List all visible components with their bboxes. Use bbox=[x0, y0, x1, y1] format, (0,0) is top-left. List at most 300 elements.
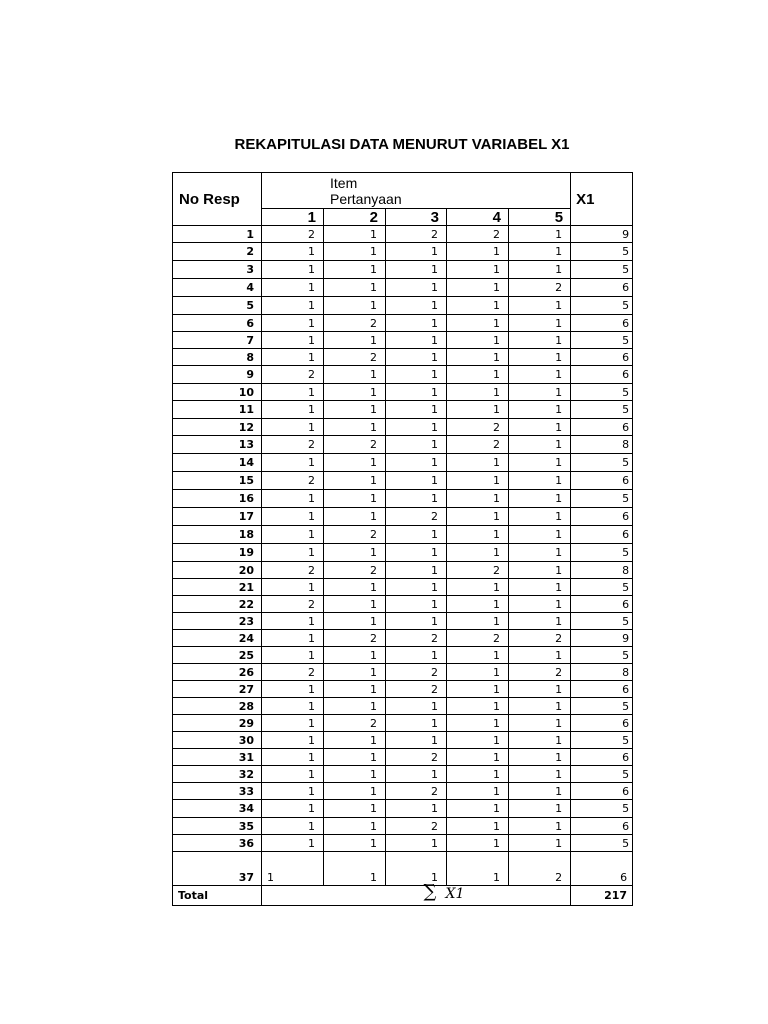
row-number: 15 bbox=[173, 472, 262, 490]
item-score-cell: 1 bbox=[262, 243, 324, 261]
item-score-cell: 1 bbox=[509, 419, 571, 436]
item-score-cell: 1 bbox=[386, 698, 447, 715]
table-row bbox=[173, 243, 633, 261]
item-score-cell: 1 bbox=[386, 261, 447, 279]
item-score-cell: 1 bbox=[324, 852, 386, 886]
row-number: 12 bbox=[173, 419, 262, 436]
row-number: 4 bbox=[173, 279, 262, 297]
row-number: 22 bbox=[173, 596, 262, 613]
x1-total-cell: 6 bbox=[571, 596, 633, 613]
item-score-cell: 1 bbox=[386, 526, 447, 544]
item-score-cell: 1 bbox=[324, 681, 386, 698]
item-number-header: 2 bbox=[324, 209, 386, 226]
table-row bbox=[173, 647, 633, 664]
item-score-cell: 1 bbox=[386, 243, 447, 261]
x1-total-cell: 9 bbox=[571, 630, 633, 647]
item-score-cell: 1 bbox=[447, 818, 509, 835]
item-score-cell: 2 bbox=[509, 279, 571, 297]
item-header-line2: Pertanyaan bbox=[330, 191, 402, 207]
x1-total-cell: 5 bbox=[571, 698, 633, 715]
item-score-cell: 1 bbox=[447, 613, 509, 630]
row-number: 2 bbox=[173, 243, 262, 261]
item-score-cell: 1 bbox=[324, 297, 386, 315]
item-score-cell: 1 bbox=[324, 783, 386, 800]
item-score-cell: 1 bbox=[509, 749, 571, 766]
item-score-cell: 1 bbox=[386, 349, 447, 366]
x1-total-cell: 6 bbox=[571, 366, 633, 384]
item-score-cell: 1 bbox=[447, 732, 509, 749]
x1-total-cell: 5 bbox=[571, 297, 633, 315]
x1-total-cell: 6 bbox=[571, 749, 633, 766]
no-resp-header: No Resp bbox=[173, 173, 262, 226]
table-row bbox=[173, 526, 633, 544]
item-score-cell: 1 bbox=[447, 766, 509, 783]
item-score-cell: 1 bbox=[447, 715, 509, 732]
item-score-cell: 1 bbox=[324, 401, 386, 419]
table-row bbox=[173, 401, 633, 419]
table-row bbox=[173, 472, 633, 490]
item-score-cell: 1 bbox=[447, 508, 509, 526]
item-score-cell: 1 bbox=[509, 226, 571, 243]
table-row bbox=[173, 818, 633, 835]
item-score-cell: 2 bbox=[262, 664, 324, 681]
x1-total-cell: 5 bbox=[571, 544, 633, 562]
item-score-cell: 1 bbox=[447, 472, 509, 490]
row-number: 26 bbox=[173, 664, 262, 681]
item-score-cell: 1 bbox=[262, 800, 324, 818]
item-score-cell: 1 bbox=[447, 579, 509, 596]
sigma-symbol: ∑ bbox=[423, 881, 437, 902]
item-score-cell: 1 bbox=[509, 835, 571, 852]
item-score-cell: 1 bbox=[509, 366, 571, 384]
item-score-cell: 1 bbox=[509, 818, 571, 835]
row-number: 24 bbox=[173, 630, 262, 647]
row-number: 17 bbox=[173, 508, 262, 526]
x1-total-cell: 5 bbox=[571, 647, 633, 664]
row-number: 11 bbox=[173, 401, 262, 419]
item-score-cell: 2 bbox=[324, 715, 386, 732]
item-score-cell: 1 bbox=[447, 664, 509, 681]
row-number: 30 bbox=[173, 732, 262, 749]
table-row bbox=[173, 698, 633, 715]
item-score-cell: 2 bbox=[386, 508, 447, 526]
item-score-cell: 1 bbox=[324, 243, 386, 261]
row-number: 20 bbox=[173, 562, 262, 579]
item-score-cell: 1 bbox=[386, 279, 447, 297]
item-score-cell: 1 bbox=[447, 800, 509, 818]
item-score-cell: 1 bbox=[262, 715, 324, 732]
row-number: 8 bbox=[173, 349, 262, 366]
item-score-cell: 1 bbox=[509, 526, 571, 544]
table-row bbox=[173, 490, 633, 508]
item-score-cell: 1 bbox=[509, 766, 571, 783]
item-score-cell: 1 bbox=[262, 279, 324, 297]
item-score-cell: 2 bbox=[386, 749, 447, 766]
item-score-cell: 1 bbox=[509, 436, 571, 454]
item-score-cell: 1 bbox=[386, 384, 447, 401]
item-score-cell: 1 bbox=[386, 332, 447, 349]
item-score-cell: 1 bbox=[324, 490, 386, 508]
table-row bbox=[173, 315, 633, 332]
x1-total-cell: 5 bbox=[571, 766, 633, 783]
item-score-cell: 1 bbox=[386, 800, 447, 818]
item-score-cell: 1 bbox=[447, 544, 509, 562]
item-score-cell: 1 bbox=[386, 315, 447, 332]
table-row bbox=[173, 261, 633, 279]
x1-total-cell: 6 bbox=[571, 681, 633, 698]
item-score-cell: 1 bbox=[262, 835, 324, 852]
item-score-cell: 1 bbox=[262, 526, 324, 544]
item-score-cell: 1 bbox=[262, 698, 324, 715]
item-score-cell: 1 bbox=[447, 297, 509, 315]
row-number: 33 bbox=[173, 783, 262, 800]
item-score-cell: 1 bbox=[262, 490, 324, 508]
item-score-cell: 2 bbox=[509, 852, 571, 886]
item-pertanyaan-header bbox=[262, 173, 571, 209]
item-score-cell: 1 bbox=[262, 544, 324, 562]
item-score-cell: 1 bbox=[447, 366, 509, 384]
row-number: 21 bbox=[173, 579, 262, 596]
item-score-cell: 1 bbox=[509, 544, 571, 562]
table-row bbox=[173, 297, 633, 315]
item-score-cell: 1 bbox=[447, 261, 509, 279]
row-number: 32 bbox=[173, 766, 262, 783]
item-score-cell: 2 bbox=[262, 596, 324, 613]
item-score-cell: 1 bbox=[509, 732, 571, 749]
item-score-cell: 1 bbox=[262, 454, 324, 472]
x1-total-cell: 6 bbox=[571, 472, 633, 490]
item-score-cell: 1 bbox=[386, 401, 447, 419]
total-label: Total bbox=[173, 886, 262, 906]
row-number: 18 bbox=[173, 526, 262, 544]
item-score-cell: 1 bbox=[509, 783, 571, 800]
item-score-cell: 1 bbox=[262, 852, 324, 886]
row-number: 34 bbox=[173, 800, 262, 818]
table-row bbox=[173, 384, 633, 401]
table-row bbox=[173, 613, 633, 630]
item-score-cell: 1 bbox=[509, 490, 571, 508]
x1-total-cell: 5 bbox=[571, 732, 633, 749]
x1-total-cell: 5 bbox=[571, 800, 633, 818]
item-score-cell: 2 bbox=[324, 349, 386, 366]
item-score-cell: 1 bbox=[324, 472, 386, 490]
item-score-cell: 1 bbox=[386, 579, 447, 596]
x1-total-cell: 8 bbox=[571, 436, 633, 454]
item-score-cell: 1 bbox=[324, 698, 386, 715]
item-score-cell: 1 bbox=[386, 766, 447, 783]
item-score-cell: 2 bbox=[324, 436, 386, 454]
item-score-cell: 1 bbox=[262, 579, 324, 596]
x1-header: X1 bbox=[571, 173, 633, 226]
item-score-cell: 2 bbox=[262, 472, 324, 490]
item-score-cell: 1 bbox=[386, 436, 447, 454]
item-score-cell: 1 bbox=[447, 315, 509, 332]
row-number: 25 bbox=[173, 647, 262, 664]
item-score-cell: 2 bbox=[386, 783, 447, 800]
x1-total-cell: 6 bbox=[571, 419, 633, 436]
total-value: 217 bbox=[571, 886, 633, 906]
item-score-cell: 1 bbox=[509, 243, 571, 261]
item-score-cell: 1 bbox=[447, 490, 509, 508]
item-score-cell: 1 bbox=[386, 596, 447, 613]
item-score-cell: 1 bbox=[447, 384, 509, 401]
table-row bbox=[173, 508, 633, 526]
item-score-cell: 1 bbox=[386, 852, 447, 886]
item-score-cell: 1 bbox=[447, 243, 509, 261]
item-score-cell: 1 bbox=[324, 226, 386, 243]
table-row bbox=[173, 783, 633, 800]
total-row bbox=[173, 886, 633, 906]
item-score-cell: 1 bbox=[324, 279, 386, 297]
item-score-cell: 1 bbox=[386, 366, 447, 384]
item-score-cell: 1 bbox=[324, 261, 386, 279]
table-row bbox=[173, 681, 633, 698]
table-row bbox=[173, 749, 633, 766]
row-number: 23 bbox=[173, 613, 262, 630]
table-row bbox=[173, 664, 633, 681]
item-score-cell: 1 bbox=[324, 766, 386, 783]
x1-total-cell: 5 bbox=[571, 490, 633, 508]
sigma-x1-formula bbox=[423, 881, 571, 906]
x1-total-cell: 6 bbox=[571, 715, 633, 732]
item-score-cell: 2 bbox=[262, 366, 324, 384]
table-row bbox=[173, 349, 633, 366]
item-score-cell: 1 bbox=[262, 783, 324, 800]
item-score-cell: 1 bbox=[509, 698, 571, 715]
row-number: 31 bbox=[173, 749, 262, 766]
x1-total-cell: 6 bbox=[571, 526, 633, 544]
x1-total-cell: 9 bbox=[571, 226, 633, 243]
item-score-cell: 1 bbox=[509, 454, 571, 472]
x1-total-cell: 6 bbox=[571, 852, 633, 886]
item-score-cell: 1 bbox=[509, 384, 571, 401]
item-score-cell: 1 bbox=[324, 835, 386, 852]
table-row bbox=[173, 630, 633, 647]
x1-total-cell: 5 bbox=[571, 454, 633, 472]
item-number-header: 4 bbox=[447, 209, 509, 226]
item-score-cell: 1 bbox=[262, 315, 324, 332]
item-score-cell: 2 bbox=[447, 436, 509, 454]
x1-total-cell: 5 bbox=[571, 401, 633, 419]
item-score-cell: 1 bbox=[262, 297, 324, 315]
item-score-cell: 1 bbox=[509, 508, 571, 526]
x1-total-cell: 5 bbox=[571, 384, 633, 401]
x1-total-cell: 5 bbox=[571, 261, 633, 279]
row-number: 19 bbox=[173, 544, 262, 562]
sigma-variable: X1 bbox=[445, 886, 465, 902]
row-number: 13 bbox=[173, 436, 262, 454]
item-score-cell: 2 bbox=[386, 818, 447, 835]
item-score-cell: 1 bbox=[509, 562, 571, 579]
item-score-cell: 1 bbox=[509, 596, 571, 613]
item-score-cell: 1 bbox=[447, 349, 509, 366]
item-score-cell: 1 bbox=[509, 579, 571, 596]
item-score-cell: 1 bbox=[447, 279, 509, 297]
item-score-cell: 1 bbox=[324, 419, 386, 436]
item-score-cell: 1 bbox=[262, 349, 324, 366]
item-score-cell: 1 bbox=[324, 366, 386, 384]
row-number: 1 bbox=[173, 226, 262, 243]
x1-total-cell: 5 bbox=[571, 243, 633, 261]
item-score-cell: 1 bbox=[324, 664, 386, 681]
item-score-cell: 2 bbox=[386, 681, 447, 698]
item-score-cell: 1 bbox=[386, 835, 447, 852]
item-score-cell: 1 bbox=[386, 544, 447, 562]
item-score-cell: 1 bbox=[447, 783, 509, 800]
item-score-cell: 1 bbox=[324, 384, 386, 401]
table-row bbox=[173, 419, 633, 436]
table-row bbox=[173, 852, 633, 886]
header-row-top bbox=[173, 173, 633, 209]
item-score-cell: 2 bbox=[447, 630, 509, 647]
item-score-cell: 1 bbox=[262, 384, 324, 401]
item-score-cell: 1 bbox=[447, 332, 509, 349]
table-row bbox=[173, 279, 633, 297]
item-score-cell: 1 bbox=[509, 472, 571, 490]
table-row bbox=[173, 454, 633, 472]
item-number-header: 5 bbox=[509, 209, 571, 226]
item-score-cell: 2 bbox=[324, 315, 386, 332]
item-score-cell: 1 bbox=[509, 261, 571, 279]
table-row bbox=[173, 800, 633, 818]
item-score-cell: 1 bbox=[324, 508, 386, 526]
item-score-cell: 1 bbox=[386, 297, 447, 315]
item-score-cell: 1 bbox=[324, 596, 386, 613]
row-number: 6 bbox=[173, 315, 262, 332]
item-score-cell: 1 bbox=[447, 526, 509, 544]
table-row bbox=[173, 366, 633, 384]
x1-total-cell: 6 bbox=[571, 315, 633, 332]
item-header-line1: Item bbox=[330, 175, 358, 191]
item-score-cell: 1 bbox=[324, 454, 386, 472]
table-row bbox=[173, 835, 633, 852]
item-score-cell: 1 bbox=[509, 800, 571, 818]
table-row bbox=[173, 732, 633, 749]
x1-total-cell: 5 bbox=[571, 332, 633, 349]
table-row bbox=[173, 715, 633, 732]
item-score-cell: 1 bbox=[447, 749, 509, 766]
item-score-cell: 1 bbox=[509, 613, 571, 630]
x1-total-cell: 6 bbox=[571, 783, 633, 800]
item-score-cell: 1 bbox=[509, 681, 571, 698]
item-score-cell: 1 bbox=[447, 647, 509, 664]
item-score-cell: 1 bbox=[262, 401, 324, 419]
item-score-cell: 1 bbox=[509, 332, 571, 349]
item-score-cell: 2 bbox=[324, 562, 386, 579]
row-number: 37 bbox=[173, 852, 262, 886]
x1-total-cell: 6 bbox=[571, 508, 633, 526]
table-row bbox=[173, 436, 633, 454]
item-score-cell: 1 bbox=[324, 732, 386, 749]
item-score-cell: 1 bbox=[386, 715, 447, 732]
item-score-cell: 1 bbox=[262, 818, 324, 835]
item-score-cell: 1 bbox=[386, 732, 447, 749]
item-score-cell: 2 bbox=[262, 562, 324, 579]
item-score-cell: 1 bbox=[509, 401, 571, 419]
item-score-cell: 1 bbox=[509, 315, 571, 332]
table-row bbox=[173, 544, 633, 562]
table-row bbox=[173, 579, 633, 596]
x1-total-cell: 8 bbox=[571, 664, 633, 681]
row-number: 28 bbox=[173, 698, 262, 715]
item-score-cell: 1 bbox=[509, 349, 571, 366]
item-score-cell: 1 bbox=[324, 800, 386, 818]
item-number-header: 1 bbox=[262, 209, 324, 226]
item-score-cell: 1 bbox=[386, 419, 447, 436]
item-score-cell: 1 bbox=[447, 596, 509, 613]
table-row bbox=[173, 766, 633, 783]
item-score-cell: 2 bbox=[386, 226, 447, 243]
item-score-cell: 1 bbox=[262, 332, 324, 349]
item-score-cell: 1 bbox=[447, 681, 509, 698]
item-score-cell: 2 bbox=[509, 630, 571, 647]
item-score-cell: 2 bbox=[386, 630, 447, 647]
item-score-cell: 1 bbox=[262, 681, 324, 698]
item-score-cell: 2 bbox=[386, 664, 447, 681]
row-number: 3 bbox=[173, 261, 262, 279]
item-score-cell: 2 bbox=[447, 419, 509, 436]
item-score-cell: 2 bbox=[447, 226, 509, 243]
row-number: 5 bbox=[173, 297, 262, 315]
row-number: 35 bbox=[173, 818, 262, 835]
item-score-cell: 1 bbox=[447, 401, 509, 419]
table-body bbox=[173, 226, 633, 886]
item-score-cell: 1 bbox=[509, 647, 571, 664]
x1-total-cell: 5 bbox=[571, 835, 633, 852]
table-row bbox=[173, 596, 633, 613]
item-score-cell: 1 bbox=[324, 647, 386, 664]
item-number-header: 3 bbox=[386, 209, 447, 226]
recap-table bbox=[172, 172, 633, 906]
item-score-cell: 1 bbox=[262, 508, 324, 526]
row-number: 16 bbox=[173, 490, 262, 508]
item-score-cell: 2 bbox=[447, 562, 509, 579]
page-title: REKAPITULASI DATA MENURUT VARIABEL X1 bbox=[234, 136, 570, 153]
item-score-cell: 2 bbox=[262, 436, 324, 454]
row-number: 27 bbox=[173, 681, 262, 698]
item-score-cell: 2 bbox=[324, 630, 386, 647]
item-score-cell: 1 bbox=[509, 297, 571, 315]
item-score-cell: 1 bbox=[386, 562, 447, 579]
item-score-cell: 1 bbox=[324, 544, 386, 562]
table-row bbox=[173, 226, 633, 243]
item-score-cell: 1 bbox=[386, 472, 447, 490]
item-score-cell: 1 bbox=[447, 852, 509, 886]
row-number: 9 bbox=[173, 366, 262, 384]
item-score-cell: 1 bbox=[509, 715, 571, 732]
row-number: 7 bbox=[173, 332, 262, 349]
table-row bbox=[173, 562, 633, 579]
item-score-cell: 2 bbox=[509, 664, 571, 681]
item-score-cell: 1 bbox=[324, 613, 386, 630]
x1-total-cell: 6 bbox=[571, 818, 633, 835]
item-score-cell: 2 bbox=[262, 226, 324, 243]
item-score-cell: 1 bbox=[262, 261, 324, 279]
item-score-cell: 1 bbox=[386, 613, 447, 630]
item-score-cell: 1 bbox=[262, 419, 324, 436]
item-score-cell: 1 bbox=[386, 454, 447, 472]
item-score-cell: 1 bbox=[324, 579, 386, 596]
table-row bbox=[173, 332, 633, 349]
item-score-cell: 1 bbox=[447, 835, 509, 852]
x1-total-cell: 8 bbox=[571, 562, 633, 579]
item-score-cell: 1 bbox=[386, 647, 447, 664]
item-score-cell: 1 bbox=[386, 490, 447, 508]
row-number: 29 bbox=[173, 715, 262, 732]
row-number: 36 bbox=[173, 835, 262, 852]
item-score-cell: 1 bbox=[262, 630, 324, 647]
row-number: 14 bbox=[173, 454, 262, 472]
